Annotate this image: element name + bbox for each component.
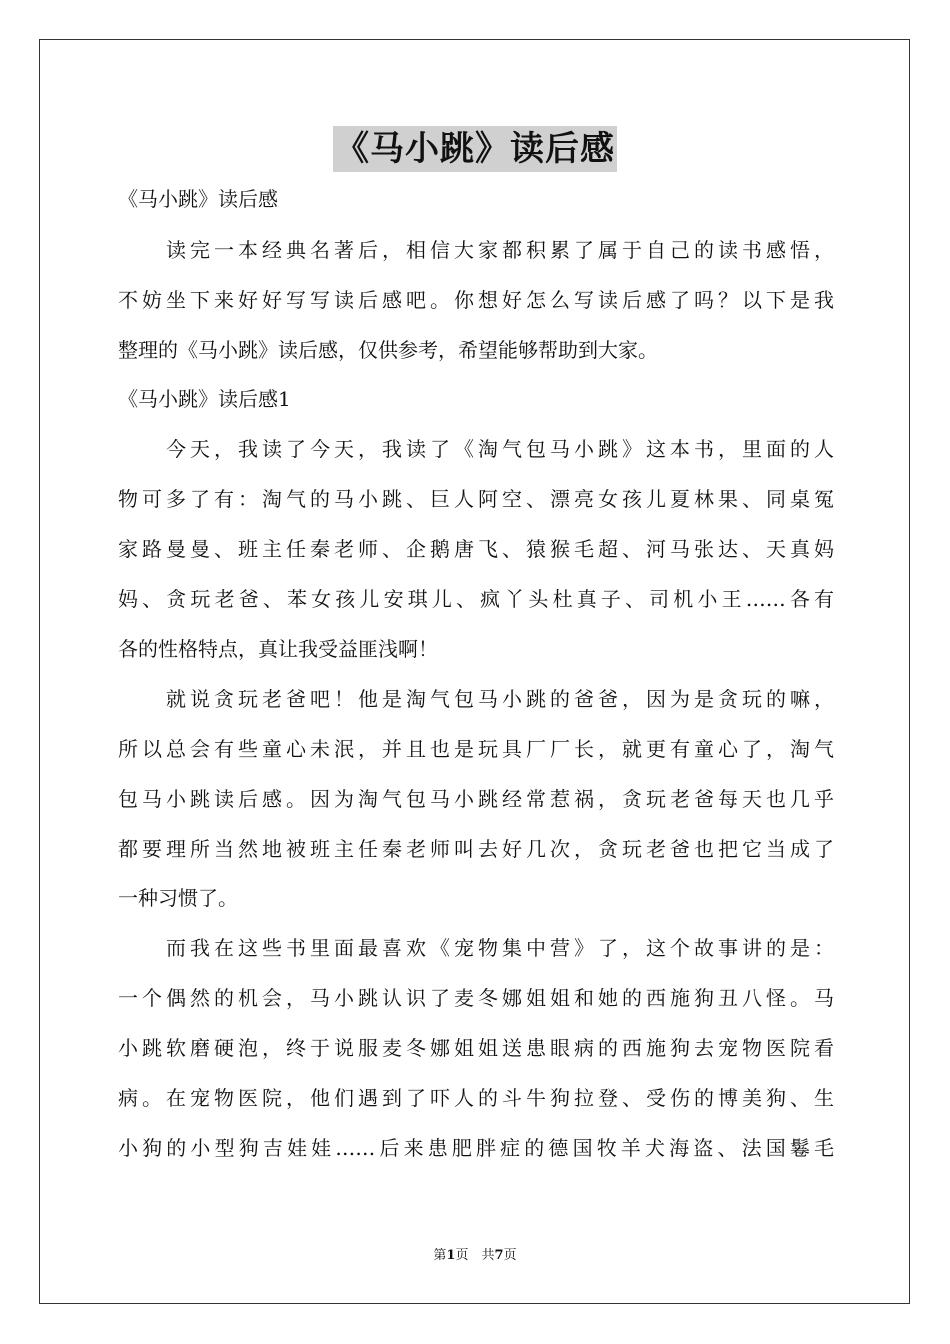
body-line: 不妨坐下来好好写写读后感吧。你想好怎么写读后感了吗？以下是我 <box>118 288 834 312</box>
body-line: 整理的《马小跳》读后感，仅供参考，希望能够帮助到大家。 <box>118 338 658 362</box>
title-container <box>0 126 950 172</box>
body-line: 都要理所当然地被班主任秦老师叫去好几次，贪玩老爸也把它当成了 <box>118 837 834 861</box>
body-line: 各的性格特点，真让我受益匪浅啊！ <box>118 637 438 661</box>
body-line: 小跳软磨硬泡，终于说服麦冬娜姐姐送患眼病的西施狗去宠物医院看 <box>118 1036 834 1060</box>
body-line: 一种习惯了。 <box>118 886 238 910</box>
body-line: 包马小跳读后感。因为淘气包马小跳经常惹祸，贪玩老爸每天也几乎 <box>118 787 834 811</box>
subtitle-line: 《马小跳》读后感 <box>118 187 278 211</box>
body-line: 读完一本经典名著后，相信大家都积累了属于自己的读书感悟， <box>118 238 834 262</box>
footer-total-prefix: 共 <box>481 1248 495 1263</box>
page-border <box>39 39 910 1304</box>
body-line: 一个偶然的机会，马小跳认识了麦冬娜姐姐和她的西施狗丑八怪。马 <box>118 986 834 1010</box>
body-line: 今天，我读了今天，我读了《淘气包马小跳》这本书，里面的人 <box>118 437 834 461</box>
footer-page-number: 1 <box>446 1248 456 1263</box>
document-title: 《马小跳》读后感 <box>333 126 617 172</box>
footer-total-pages: 7 <box>494 1248 504 1263</box>
body-line: 家路曼曼、班主任秦老师、企鹅唐飞、猿猴毛超、河马张达、天真妈 <box>118 537 834 561</box>
body-line: 就说贪玩老爸吧！他是淘气包马小跳的爸爸，因为是贪玩的嘛， <box>118 687 834 711</box>
body-line: 病。在宠物医院，他们遇到了吓人的斗牛狗拉登、受伤的博美狗、生 <box>118 1086 834 1110</box>
page-footer <box>0 1247 950 1265</box>
body-line: 所以总会有些童心未泯，并且也是玩具厂厂长，就更有童心了，淘气 <box>118 737 834 761</box>
body-line: 物可多了有：淘气的马小跳、巨人阿空、漂亮女孩儿夏林果、同桌冤 <box>118 487 834 511</box>
section-heading: 《马小跳》读后感1 <box>118 387 291 411</box>
footer-prefix: 第 <box>433 1248 447 1263</box>
body-line: 而我在这些书里面最喜欢《宠物集中营》了，这个故事讲的是： <box>118 936 834 960</box>
body-line: 小狗的小型狗吉娃娃……后来患肥胖症的德国牧羊犬海盗、法国鬈毛 <box>118 1136 834 1160</box>
footer-page-suffix: 页 <box>455 1248 469 1263</box>
body-line: 妈、贪玩老爸、苯女孩儿安琪儿、疯丫头杜真子、司机小王……各有 <box>118 587 834 611</box>
footer-total-suffix: 页 <box>503 1248 517 1263</box>
